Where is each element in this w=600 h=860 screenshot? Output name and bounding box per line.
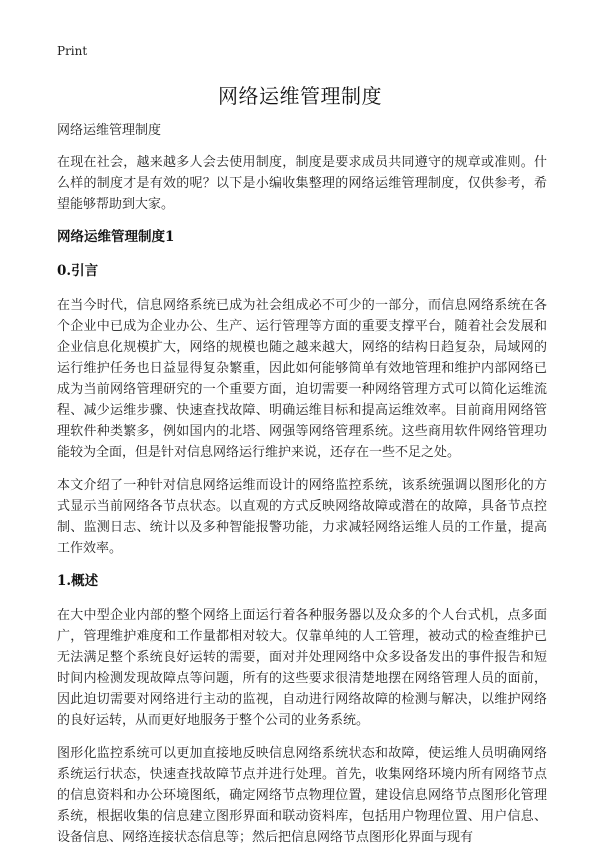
section-subheading-intro: 0.引言	[57, 263, 99, 279]
section-heading-1: 网络运维管理制度1	[57, 229, 175, 245]
paragraph-1: 在当今时代，信息网络系统已成为社会组成必不可少的一部分，而信息网络系统在各个企业中已成为企业办公、生产、运行管理等方面的重要支撑平台，随着社会发展和企业信息化规模扩大，网络的规模也随之越来越大，网络的结构日趋复杂，局域网的运行维护任务也日益显得复杂繁重，因此如何能够简单有效地管理和维护内部网络已成为当前网络管理研究的一个重要方面，迫切需要一种网络管理方式可以简化运维流程、减少运维步骤、快速查找故障、明确运维目标和提高运维效率。目前商用网络管理软件种类繁多，例如国内的北塔、网强等网络管理系统。这些商用软件网络管理功能较为全面，但是针对信息网络运行维护来说，还存在一些不足之处。	[57, 298, 547, 460]
paragraph-4: 图形化监控系统可以更加直接地反映信息网络系统状态和故障，使运维人员明确网络系统运行状态，快速查找故障节点并进行处理。首先，收集网络环境内所有网络节点的信息资料和办公环境图纸，确定网络节点物理位置，建设信息网络节点图形化管理系统，根据收集的信息建立图形界面和联动资料库，包括用户物理位置、用户信息、设备信息、网络连接状态信息等；然后把信息网络节点图形化界面与现有	[57, 746, 547, 845]
page-title: 网络运维管理制度	[218, 84, 382, 108]
paragraph-3: 在大中型企业内部的整个网络上面运行着各种服务器以及众多的个人台式机，点多面广，管理维护难度和工作量都相对较大。仅靠单纯的人工管理，被动式的检查维护已无法满足整个系统良好运转的需要，面对并处理网络中众多设备发出的事件报告和短时间内检测发现故障点等问题，所有的这些要求很清楚地摆在网络管理人员的面前，因此迫切需要对网络进行主动的监视，自动进行网络故障的检测与解决，以维护网络的良好运转，从而更好地服务于整个公司的业务系统。	[57, 608, 547, 728]
document-subtitle: 网络运维管理制度	[57, 123, 162, 138]
print-link[interactable]: Print	[57, 44, 88, 58]
document-body	[57, 120, 547, 860]
intro-paragraph: 在现在社会，越来越多人会去使用制度，制度是要求成员共同遵守的规章或准则。什么样的制度才是有效的呢？以下是小编收集整理的网络运维管理制度，仅供参考，希望能够帮助到大家。	[57, 155, 547, 212]
section-heading-overview: 1.概述	[57, 573, 99, 589]
paragraph-2: 本文介绍了一种针对信息网络运维而设计的网络监控系统，该系统强调以图形化的方式显示当前网络各节点状态。以直观的方式反映网络故障或潜在的故障，具备节点控制、监测日志、统计以及多种智能报警功能，力求减轻网络运维人员的工作量，提高工作效率。	[57, 478, 547, 556]
